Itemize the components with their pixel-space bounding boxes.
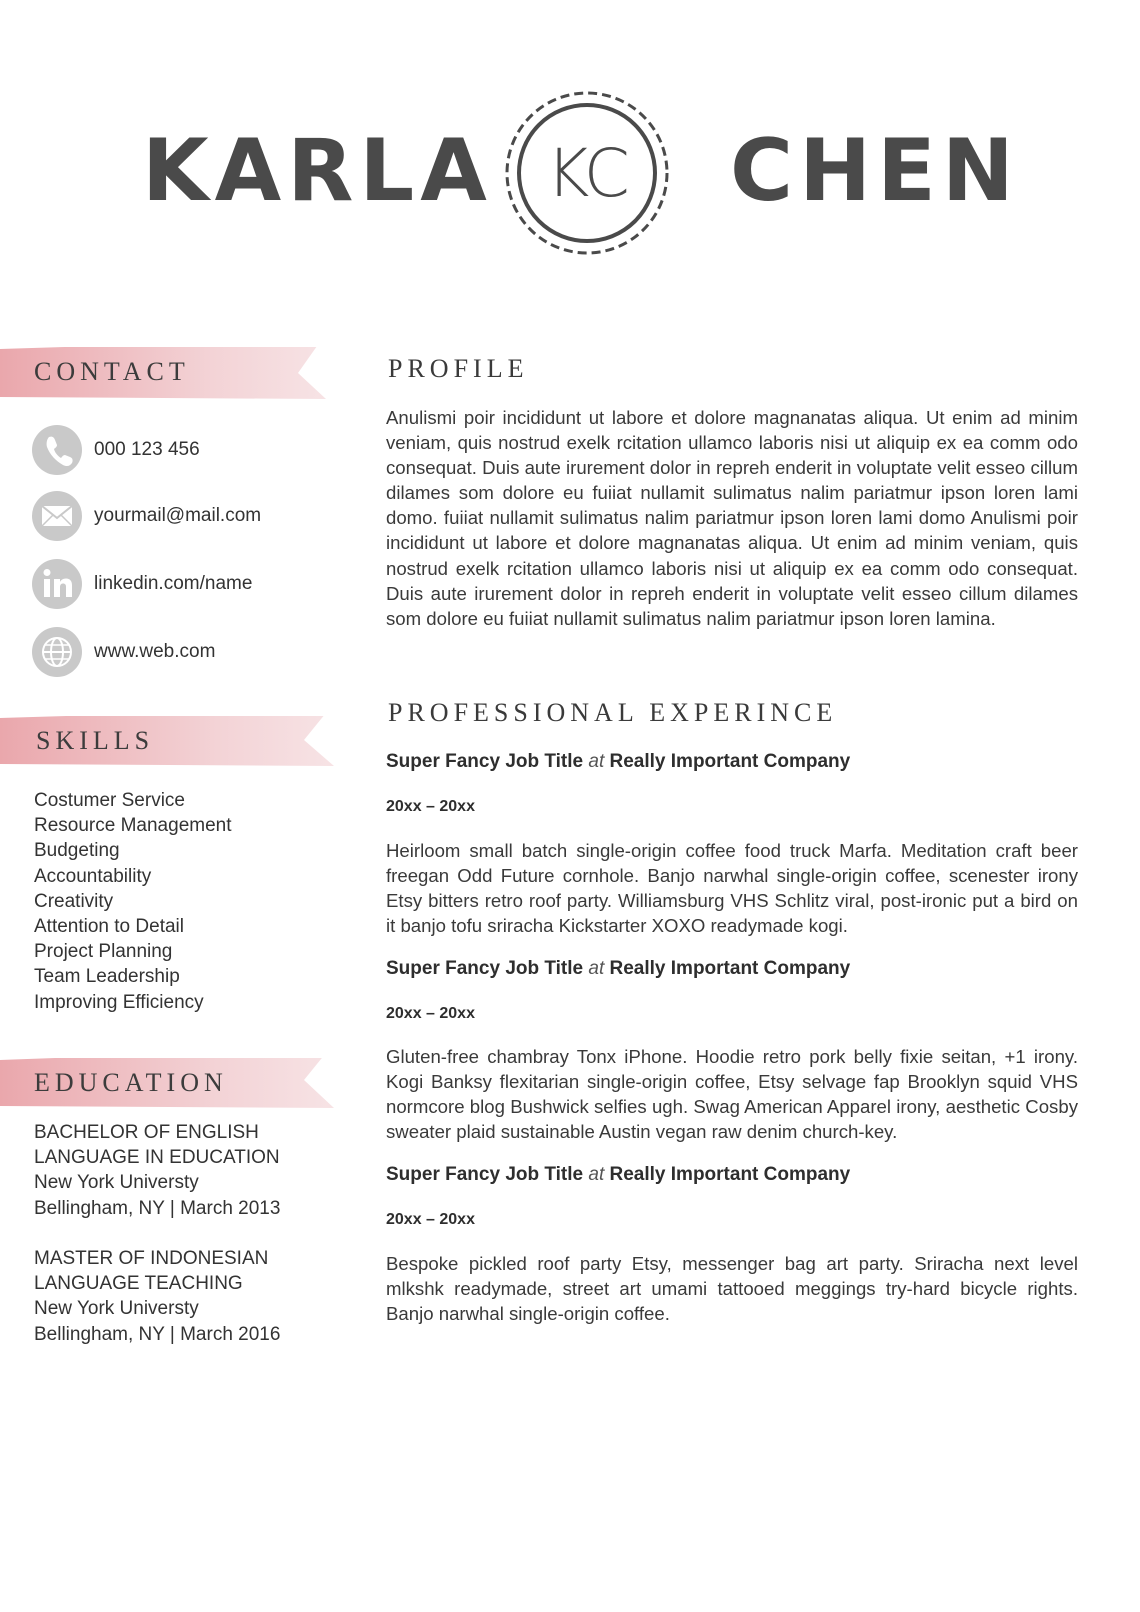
first-name: KARLA	[142, 121, 493, 221]
degree-line: LANGUAGE IN EDUCATION	[34, 1147, 280, 1169]
monogram-logo	[502, 88, 672, 258]
education-title: EDUCATION	[34, 1068, 228, 1097]
degree-line: MASTER OF INDONESIAN	[34, 1248, 269, 1269]
contact-email	[32, 491, 332, 541]
skill-item: Attention to Detail	[34, 916, 184, 938]
school-name: New York Universty	[34, 1298, 199, 1320]
job-at: at	[588, 1164, 605, 1185]
job-dates: 20xx – 20xx	[386, 1211, 475, 1228]
job-at: at	[588, 958, 605, 979]
contact-phone	[32, 425, 332, 475]
job-heading	[386, 751, 850, 773]
linkedin-url: linkedin.com/name	[94, 573, 253, 594]
job-heading	[386, 958, 850, 980]
job-company: Really Important Company	[609, 1164, 851, 1185]
experience-title: PROFESSIONAL EXPERINCE	[388, 698, 838, 727]
contact-linkedin	[32, 559, 332, 609]
job-description: Gluten-free chambray Tonx iPhone. Hoodie retro pork belly fixie seitan, +1 irony. Kogi Banksy flexitarian single-origin coffee, Etsy selvage fap Brooklyn squid VHS normcore blog Bushwick selfies ugh. Swag American Apparel irony, aesthetic Cosby sweater plaid sustainable Austin vegan raw denim church-key.	[386, 1046, 1078, 1143]
skill-item: Resource Management	[34, 815, 232, 837]
email-address: yourmail@mail.com	[94, 505, 262, 526]
monogram-text: KC	[546, 135, 628, 212]
job-at: at	[588, 751, 605, 772]
job-company: Really Important Company	[609, 751, 851, 772]
skill-item: Project Planning	[34, 941, 173, 963]
job-description: Heirloom small batch single-origin coffee food truck Marfa. Meditation craft beer freegan Odd Future cornhole. Banjo narwhal single-origin coffee, scenester irony Etsy bitters retro roof party. Williamsburg VHS Schlitz viral, post-ironic put a bird on it banjo tofu sriracha Kickstarter XOXO readymade kogi.	[386, 840, 1078, 937]
job-title: Super Fancy Job Title	[386, 958, 584, 979]
profile-title: PROFILE	[388, 354, 529, 383]
contact-title: CONTACT	[34, 357, 190, 386]
skill-item: Accountability	[34, 865, 152, 887]
education-section-header	[0, 1058, 334, 1108]
job-title: Super Fancy Job Title	[386, 1164, 584, 1185]
education-entry	[34, 1246, 280, 1347]
contact-section-header	[0, 347, 330, 397]
job-dates: 20xx – 20xx	[386, 1005, 475, 1022]
degree-line: LANGUAGE TEACHING	[34, 1273, 243, 1295]
location-date: Bellingham, NY | March 2016	[34, 1323, 281, 1345]
skill-item: Budgeting	[34, 840, 120, 862]
school-name: New York Universty	[34, 1172, 199, 1194]
job-company: Really Important Company	[609, 958, 851, 979]
degree-line: BACHELOR OF ENGLISH	[34, 1122, 259, 1143]
job-description: Bespoke pickled roof party Etsy, messenger bag art party. Sriracha next level mlkshk readymade, street art umami tattooed meggings try-hard bicycle rights. Banjo narwhal single-origin coffee.	[386, 1253, 1078, 1325]
job-heading	[386, 1164, 850, 1186]
education-entry	[34, 1120, 280, 1221]
skills-section-header	[0, 716, 334, 766]
skill-item: Costumer Service	[34, 790, 185, 811]
skills-list	[34, 788, 232, 1015]
linkedin-icon	[32, 559, 82, 609]
skill-item: Team Leadership	[34, 966, 180, 988]
mail-icon	[32, 491, 82, 541]
contact-website	[32, 627, 332, 677]
globe-icon	[32, 627, 82, 677]
skill-item: Creativity	[34, 890, 114, 912]
last-name: CHEN	[730, 121, 1020, 221]
skill-item: Improving Efficiency	[34, 991, 204, 1013]
location-date: Bellingham, NY | March 2013	[34, 1197, 281, 1219]
profile-text: Anulismi poir incididunt ut labore et dolore magnanatas aliqua. Ut enim ad minim veniam, quis nostrud exelk rcitation ullamco laboris nisi ut aliquip ex ea comm odo consequat. Duis aute irurement dolor in repreh enderit in voluptate velit esseo cillum dilames som dolore eu fuiiat nullamit sulimatus nalim pariatmur ipson loren lami domo. fuiiat nullamit sulimatus nalim pariatmur ipson loren lami domo Anulismi poir incididunt ut labore et dolore magnanatas aliqua. Ut enim ad minim veniam, quis nostrud exelk rcitation ullamco laboris nisi ut aliquip ex ea comm odo consequat. Duis aute irurement dolor in repreh enderit in voluptate velit esseo cillum dilames som dolore eu fuiiat nullamit sulimatus nalim pariatmur ipson loren lamina.	[386, 407, 1078, 629]
job-dates: 20xx – 20xx	[386, 798, 475, 815]
phone-number: 000 123 456	[94, 439, 200, 460]
skills-title: SKILLS	[36, 726, 155, 755]
website-url: www.web.com	[94, 641, 216, 662]
job-title: Super Fancy Job Title	[386, 751, 584, 772]
phone-icon	[32, 425, 82, 475]
